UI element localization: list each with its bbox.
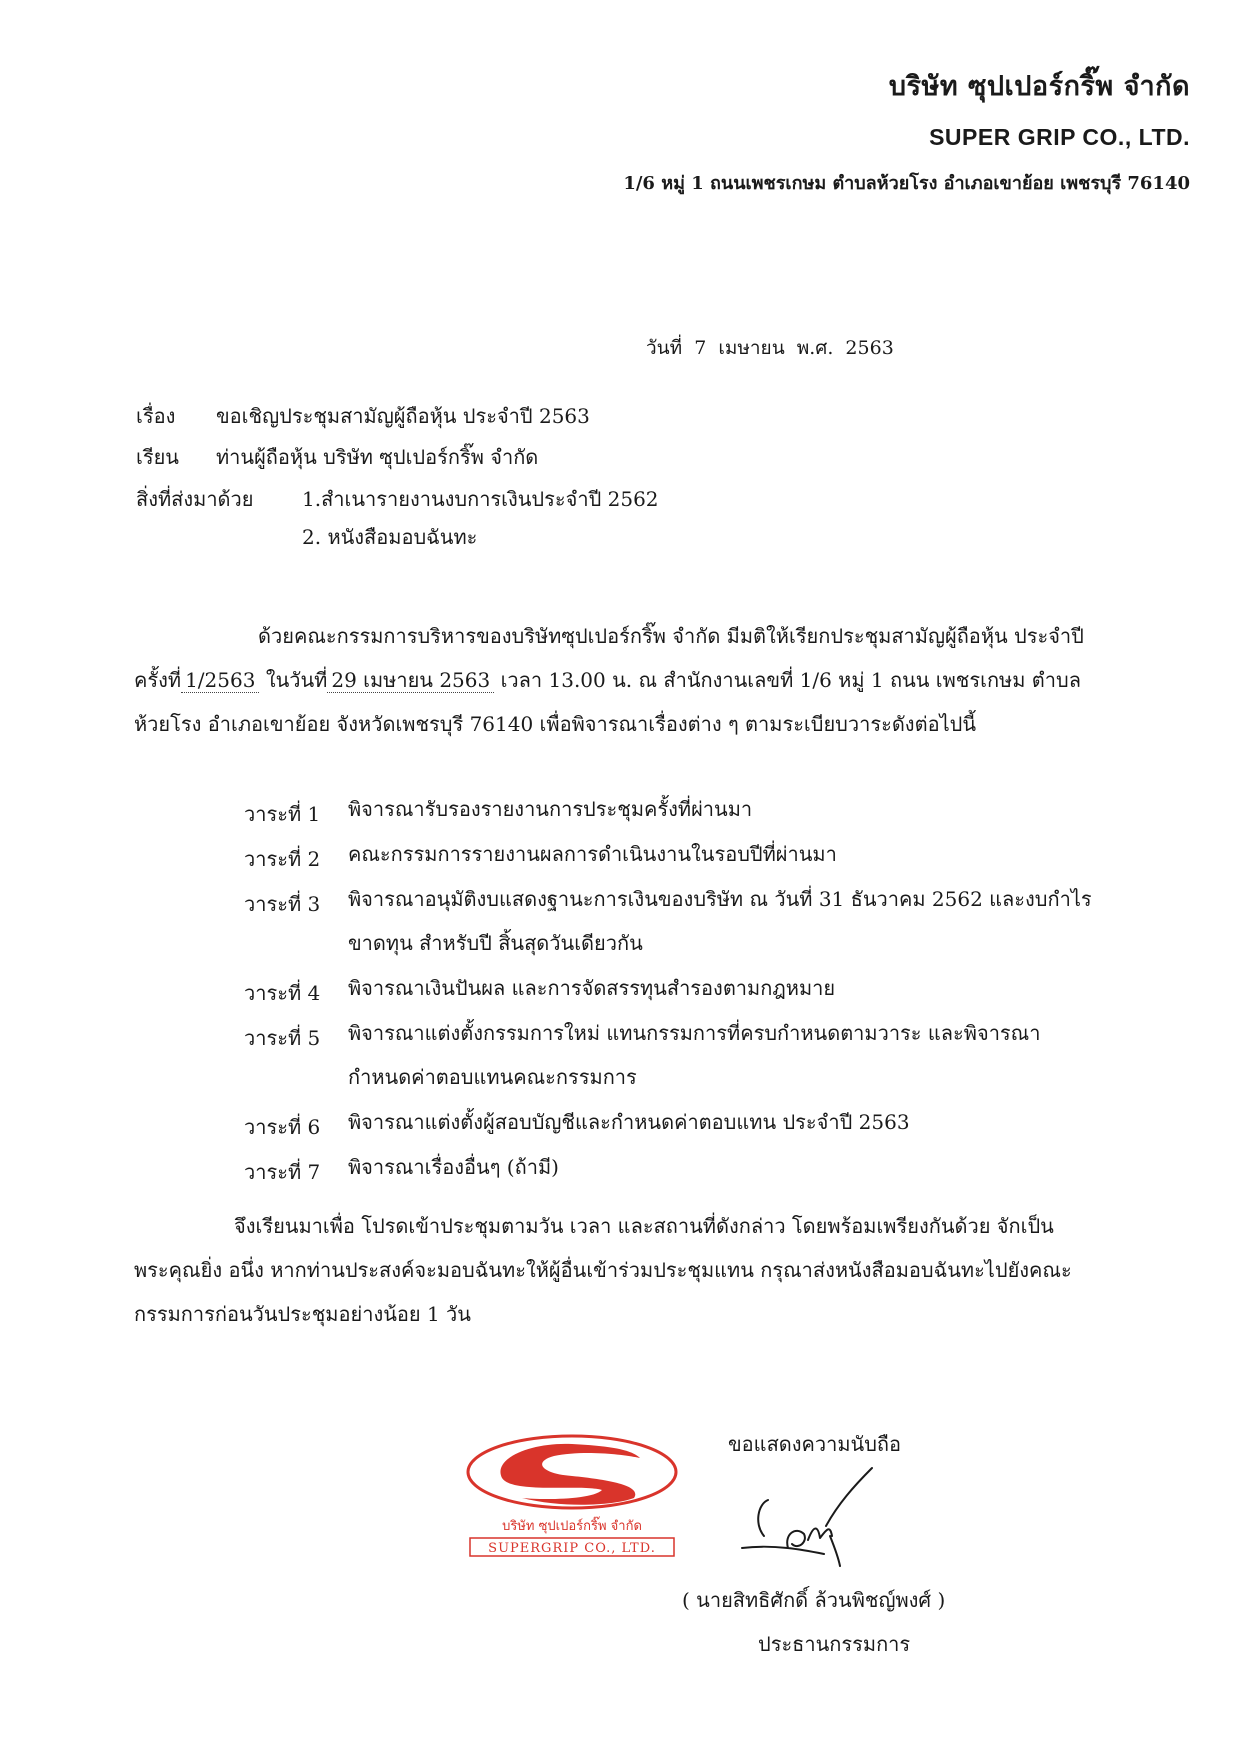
seal-text-english: SUPERGRIP CO., LTD. xyxy=(488,1541,656,1556)
signature-icon xyxy=(734,1464,884,1574)
recipient-label: เรียน xyxy=(136,445,179,469)
recipient-text: ท่านผู้ถือหุ้น บริษัท ซุปเปอร์กริ๊พ จำกัด xyxy=(216,445,539,469)
signer-name: ( นายสิทธิศักดิ์ ล้วนพิชญ์พงศ์ ) xyxy=(682,1588,946,1612)
intro-part-1: ด้วยคณะกรรมการบริหารของบริษัทซุปเปอร์กริ๊พ จำกัด มีมติให้เรียกประชุมสามัญผู้ถือหุ้น ประจำปีครั้งที่ xyxy=(134,624,1084,692)
agenda-label: วาระที่ 7 xyxy=(244,1160,321,1184)
agenda-label: วาระที่ 2 xyxy=(244,847,321,871)
agenda-item xyxy=(244,1022,1108,1099)
intro-part-3: เวลา 13.00 น. ณ สำนักงานเลขที่ 1/6 หมู่ 1 ถนน เพชรเกษม ตำบลห้วยโรง อำเภอเขาย้อย จังหวัดเพชรบุรี 76140 เพื่อพิจารณาเรื่องต่าง ๆ ตามระเบียบวาระดังต่อไปนี้ xyxy=(134,668,1081,736)
agenda-text: พิจารณาเงินปันผล และการจัดสรรทุนสำรองตามกฎหมาย xyxy=(348,976,836,1000)
agenda-item xyxy=(244,1156,1108,1189)
handwritten-signature xyxy=(734,1464,884,1578)
enclosure-label: สิ่งที่ส่งมาด้วย xyxy=(136,487,254,511)
company-name-thai: บริษัท ซุปเปอร์กริ๊พ จำกัด xyxy=(888,71,1190,102)
enclosure-item: 1.สำเนารายงานงบการเงินประจำปี 2562 xyxy=(302,487,659,511)
company-name-english: SUPER GRIP CO., LTD. xyxy=(929,124,1190,150)
closing-paragraph: จึงเรียนมาเพื่อ โปรดเข้าประชุมตามวัน เวลา และสถานที่ดังกล่าว โดยพร้อมเพรียงกันด้วย จักเป็นพระคุณยิ่ง อนึ่ง หากท่านประสงค์จะมอบฉันทะให้ผู้อื่นเข้าร่วมประชุมแทน กรุณาส่งหนังสือมอบฉันทะไปยังคณะกรรมการก่อนวันประชุมอย่างน้อย 1 วัน xyxy=(134,1214,1072,1326)
signer-title: ประธานกรรมการ xyxy=(758,1632,911,1656)
company-seal xyxy=(462,1428,682,1562)
agenda-item xyxy=(244,977,1108,1010)
agenda-label: วาระที่ 5 xyxy=(244,1026,321,1050)
closing-regards: ขอแสดงความนับถือ xyxy=(728,1432,902,1456)
subject-text: ขอเชิญประชุมสามัญผู้ถือหุ้น ประจำปี 2563 xyxy=(216,404,590,428)
agenda-text: พิจารณาแต่งตั้งผู้สอบบัญชีและกำหนดค่าตอบแทน ประจำปี 2563 xyxy=(348,1110,910,1134)
intro-part-2: ในวันที่ xyxy=(265,668,328,692)
subject-label: เรื่อง xyxy=(136,404,176,428)
letter-date: วันที่ 7 เมษายน พ.ศ. 2563 xyxy=(646,337,894,359)
agenda-item xyxy=(244,798,1108,831)
seal-text-thai: บริษัท ซุปเปอร์กริ๊พ จำกัด xyxy=(502,1519,642,1534)
agenda-text: พิจารณาเรื่องอื่นๆ (ถ้ามี) xyxy=(348,1155,559,1179)
intro-paragraph xyxy=(134,614,1094,746)
agenda-label: วาระที่ 3 xyxy=(244,892,321,916)
agenda-text: พิจารณาอนุมัติงบแสดงฐานะการเงินของบริษัท ณ วันที่ 31 ธันวาคม 2562 และงบกำไรขาดทุน สำหรับปี สิ้นสุดวันเดียวกัน xyxy=(348,887,1092,955)
enclosure-item: 2. หนังสือมอบฉันทะ xyxy=(302,525,478,549)
meeting-number: 1/2563 xyxy=(181,668,259,693)
agenda-label: วาระที่ 4 xyxy=(244,981,321,1005)
agenda-item xyxy=(244,843,1108,876)
agenda-text: คณะกรรมการรายงานผลการดำเนินงานในรอบปีที่ผ่านมา xyxy=(348,842,837,866)
agenda-item xyxy=(244,888,1108,965)
company-address: 1/6 หมู่ 1 ถนนเพชรเกษม ตำบลห้วยโรง อำเภอเขาย้อย เพชรบุรี 76140 xyxy=(623,173,1190,194)
agenda-text: พิจารณารับรองรายงานการประชุมครั้งที่ผ่านมา xyxy=(348,797,753,821)
agenda-list xyxy=(244,798,1108,1201)
agenda-text: พิจารณาแต่งตั้งกรรมการใหม่ แทนกรรมการที่ครบกำหนดตามวาระ และพิจารณา กำหนดค่าตอบแทนคณะกรรมการ xyxy=(348,1021,1041,1089)
meeting-date: 29 เมษายน 2563 xyxy=(327,668,494,693)
agenda-label: วาระที่ 1 xyxy=(244,802,321,826)
seal-logo-icon xyxy=(462,1428,682,1558)
agenda-label: วาระที่ 6 xyxy=(244,1115,321,1139)
agenda-item xyxy=(244,1111,1108,1144)
